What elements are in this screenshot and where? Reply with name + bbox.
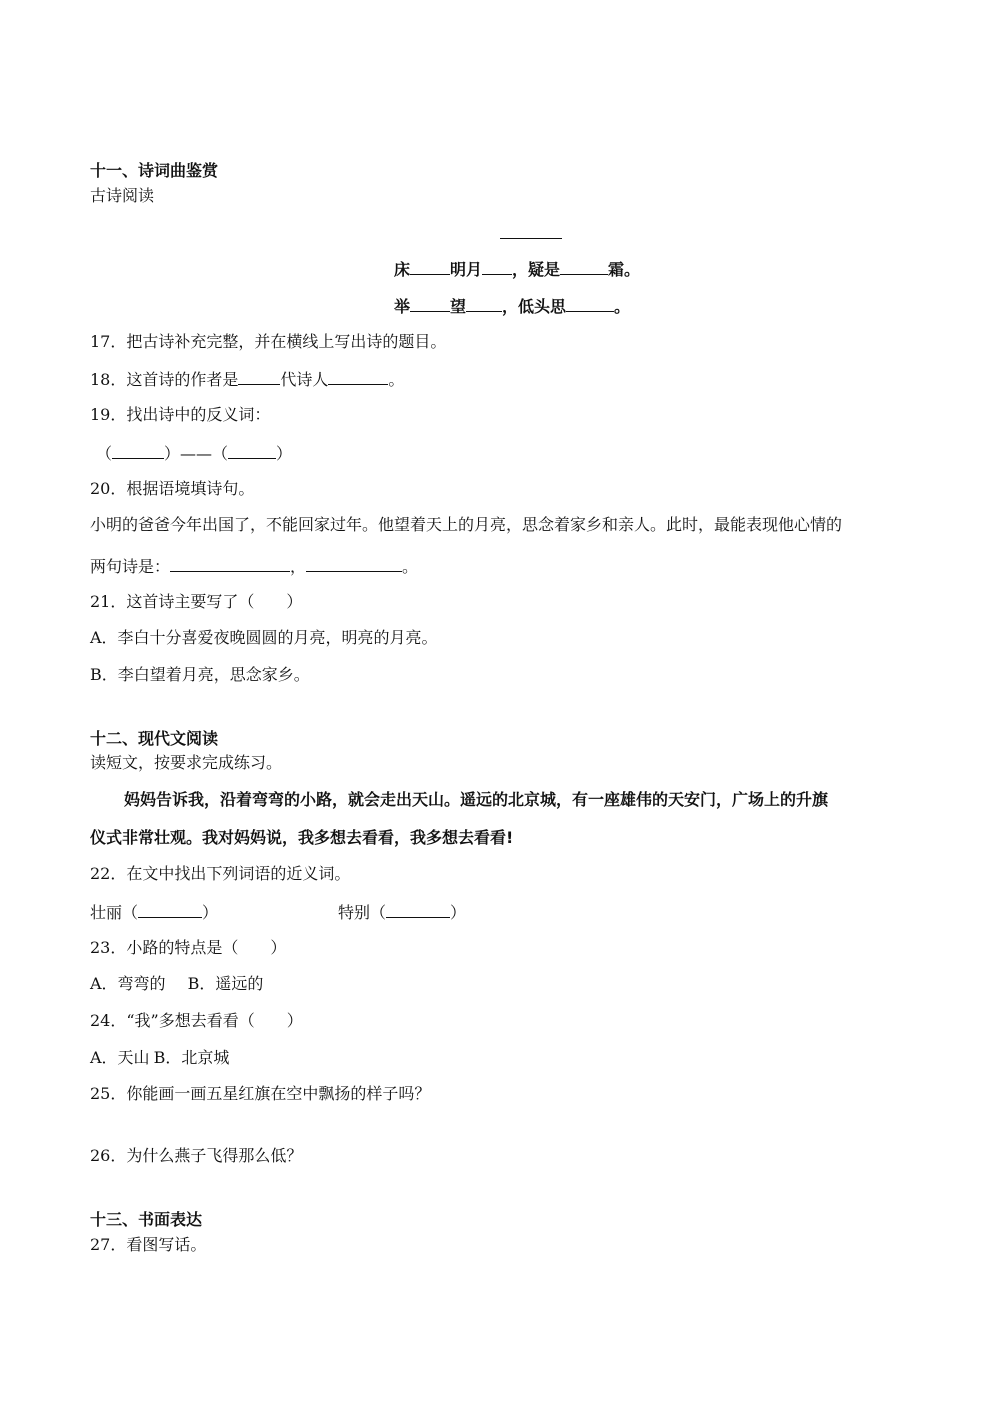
- section-12-title: 十二、现代文阅读: [90, 729, 219, 748]
- blank[interactable]: [410, 258, 450, 275]
- question-21: 21．这首诗主要写了（ ）: [90, 592, 303, 611]
- q24-option-b[interactable]: B．北京城: [153, 1048, 230, 1067]
- poem-line-1: 床 明月 ，疑是 霜。: [394, 260, 641, 279]
- blank[interactable]: [306, 555, 402, 572]
- poem-title-blank[interactable]: [500, 218, 562, 239]
- q24-options: [90, 1048, 229, 1068]
- question-24: 24．“我”多想去看看（ ）: [90, 1011, 303, 1030]
- blank[interactable]: [566, 295, 614, 312]
- section-13-title: 十三、书面表达: [90, 1210, 203, 1229]
- section-11-subtitle: 古诗阅读: [90, 186, 155, 205]
- q20-prompt: 两句诗是： ， 。: [90, 557, 419, 576]
- q23-options: [90, 974, 263, 994]
- question-26: 26．为什么燕子飞得那么低？: [90, 1146, 303, 1165]
- blank[interactable]: [238, 368, 280, 385]
- blank[interactable]: [482, 258, 512, 275]
- question-17: 17．把古诗补充完整，并在横线上写出诗的题目。: [90, 332, 447, 351]
- question-23: 23．小路的特点是（ ）: [90, 938, 287, 957]
- blank[interactable]: [138, 901, 202, 918]
- blank[interactable]: [112, 442, 164, 459]
- blank[interactable]: [466, 295, 502, 312]
- section-11-title: 十一、诗词曲鉴赏: [90, 161, 219, 180]
- q23-option-a[interactable]: A．弯弯的: [90, 974, 166, 993]
- question-20: 20．根据语境填诗句。: [90, 479, 255, 498]
- question-18: 18．这首诗的作者是 代诗人 。: [90, 370, 405, 389]
- blank[interactable]: [228, 442, 276, 459]
- poem-line-2: 举 望 ，低头思 。: [394, 297, 631, 316]
- q19-antonym-answer: （ ）——（ ）: [96, 444, 293, 463]
- question-22: 22．在文中找出下列词语的近义词。: [90, 864, 351, 883]
- question-25: 25．你能画一画五星红旗在空中飘扬的样子吗？: [90, 1084, 431, 1103]
- section-12-subtitle: 读短文，按要求完成练习。: [90, 753, 283, 772]
- blank[interactable]: [410, 295, 450, 312]
- q21-option-b[interactable]: B．李白望着月亮，思念家乡。: [90, 665, 310, 684]
- blank[interactable]: [170, 555, 290, 572]
- q24-option-a[interactable]: A．天山: [90, 1048, 150, 1067]
- passage-line-1: 妈妈告诉我，沿着弯弯的小路，就会走出天山。遥远的北京城，有一座雄伟的天安门，广场上的升旗: [124, 790, 829, 809]
- blank[interactable]: [328, 368, 388, 385]
- blank[interactable]: [560, 258, 608, 275]
- q21-option-a[interactable]: A．李白十分喜爱夜晚圆圆的月亮，明亮的月亮。: [90, 628, 438, 647]
- q22-word-2: 特别（ ）: [338, 903, 467, 922]
- passage-line-2: 仪式非常壮观。我对妈妈说，我多想去看看，我多想去看看!: [90, 828, 514, 847]
- question-27: 27．看图写话。: [90, 1235, 207, 1254]
- q22-word-1: 壮丽（ ）: [90, 903, 219, 922]
- q20-context: 小明的爸爸今年出国了，不能回家过年。他望着天上的月亮，思念着家乡和亲人。此时，最能表现他心情的: [90, 515, 843, 534]
- blank[interactable]: [386, 901, 450, 918]
- question-19: 19．找出诗中的反义词：: [90, 405, 271, 424]
- q23-option-b[interactable]: B．遥远的: [187, 974, 264, 993]
